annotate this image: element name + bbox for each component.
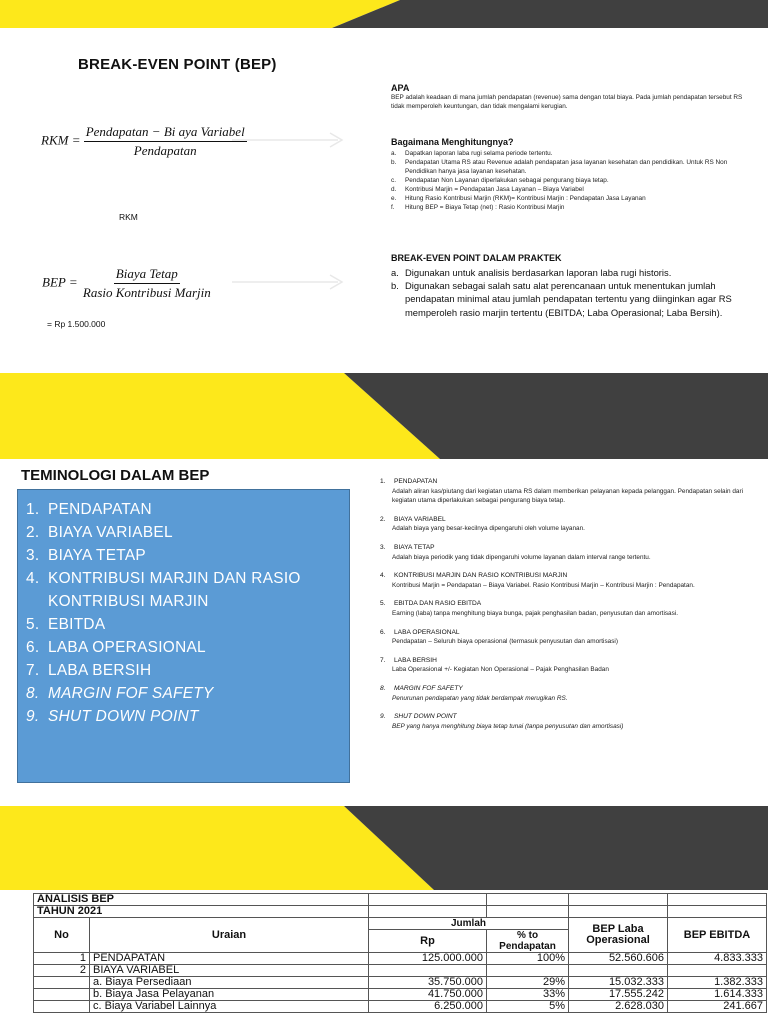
bep-formula	[42, 266, 213, 301]
list-item: 4. KONTRIBUSI MARJIN DAN RASIO KONTRIBUSI MARJIN	[26, 570, 301, 610]
howto-heading: Bagaimana Menghitungnya?	[391, 137, 514, 147]
definition-item: 7. LABA BERSIH Laba Operasional +/- Kegiatan Non Operasional – Pajak Penghasilan Badan	[380, 656, 609, 674]
table-row: a. Biaya Persediaan 35.750.000 29% 15.032.333 1.382.333	[34, 977, 767, 989]
definition-item: 6. LABA OPERASIONAL Pendapatan – Seluruh biaya operasional (termasuk penyusutan dan amortisasi)	[380, 628, 618, 646]
apa-section	[391, 83, 755, 111]
list-item: d. Kontribusi Marjin = Pendapatan Jasa Layanan – Biaya Variabel	[391, 186, 584, 193]
header-bep-laba: BEP Laba Operasional	[569, 918, 668, 953]
list-item: e. Hitung Rasio Kontribusi Marjin (RKM)= Kontribusi Marjin : Pendapatan Jasa Layanan	[391, 195, 646, 202]
table-row: b. Biaya Jasa Pelayanan 41.750.000 33% 17.555.242 1.614.333	[34, 989, 767, 1001]
header-jumlah: Jumlah	[369, 918, 569, 930]
howto-section	[391, 137, 755, 212]
rkm-numerator: Pendapatan − Bi aya Variabel	[84, 124, 247, 142]
howto-list	[391, 149, 755, 212]
definition-item: 3. BIAYA TETAP Adalah biaya periodik yang tidak dipengaruhi volume layanan dalam interval range tertentu.	[380, 543, 651, 561]
slide1-top-banner	[0, 0, 768, 28]
rkm-denominator: Pendapatan	[133, 143, 197, 158]
bep-result: = Rp 1.500.000	[47, 319, 106, 329]
slide2-title: TEMINOLOGI DALAM BEP	[21, 467, 210, 484]
apa-heading: APA	[391, 83, 410, 93]
header-no: No	[34, 918, 90, 953]
bep-denominator: Rasio Kontribusi Marjin	[82, 285, 211, 300]
definition-item: 1. PENDAPATAN Adalah aliran kas/piutang dari kegiatan utama RS dalam memberikan pelayanan kepada pelanggan. Pendapatan selain dari kegiatan utama diperlakukan sebagai pengurang biaya tetap.	[380, 478, 744, 505]
banner-shapes	[0, 0, 768, 28]
praktek-list	[391, 266, 755, 319]
list-item: 3. BIAYA TETAP	[26, 547, 146, 564]
definition-item: 5. EBITDA DAN RASIO EBITDA Earning (laba) tanpa menghitung biaya bunga, pajak penghasilan badan, penyusutan dan amortisasi.	[380, 600, 679, 617]
list-item: 9. SHUT DOWN POINT	[26, 708, 199, 725]
definition-item: 2. BIAYA VARIABEL Adalah biaya yang besar-kecilnya dipengaruhi oleh volume layanan.	[380, 515, 585, 533]
slide-title: BREAK-EVEN POINT (BEP)	[78, 56, 277, 73]
list-item: 8. MARGIN FOF SAFETY	[26, 685, 214, 702]
table-row: c. Biaya Variabel Lainnya 6.250.000 5% 2.628.030 241.667	[34, 1001, 767, 1013]
banner-shapes	[0, 373, 768, 459]
list-item: b. Digunakan sebagai salah satu alat perencanaan untuk menentukan jumlah pendapatan minimal atau jumlah pendapatan tertentu yang diinginkan agar RS memperoleh rasio marjin tertentu (EBITDA; Laba Operasional; Laba Bersih).	[391, 280, 732, 318]
arrow-right-icon	[230, 130, 350, 150]
list-item: b. Pendapatan Utama RS atau Revenue adalah pendapatan jasa layanan kesehatan dan pendidikan. Untuk RS Non Pendidikan hanya jasa layanan kesehatan.	[391, 159, 728, 175]
list-item: 2. BIAYA VARIABEL	[26, 524, 173, 541]
table-header-row	[34, 918, 767, 930]
praktek-section	[391, 253, 755, 319]
arrow-right-icon	[230, 272, 350, 292]
slide3-banner	[0, 806, 768, 890]
list-item: a. Dapatkan laporan laba rugi selama periode tertentu.	[391, 150, 553, 157]
list-item: c. Pendapatan Non Layanan diperlakukan sebagai pengurang biaya tetap.	[391, 177, 609, 184]
bep-analysis-table	[33, 893, 767, 1013]
list-item: a. Digunakan untuk analisis berdasarkan laporan laba rugi historis.	[391, 267, 672, 278]
table-row: 2 BIAYA VARIABEL	[34, 965, 767, 977]
bep-numerator: Biaya Tetap	[114, 266, 180, 284]
header-bep-ebitda: BEP EBITDA	[668, 918, 767, 953]
banner-shapes	[0, 806, 768, 890]
list-item: 1. PENDAPATAN	[26, 501, 152, 518]
apa-text: BEP adalah keadaan di mana jumlah pendapatan (revenue) sama dengan total biaya. Pada jumlah pendapatan tersebut RS tidak memperoleh keuntungan, dan tidak mengalami kerugian.	[391, 94, 743, 110]
header-rp: Rp	[369, 930, 487, 953]
definition-item: 9. SHUT DOWN POINT BEP yang hanya menghitung biaya tetap tunai (tanpa penyusutan dan amortisasi)	[380, 713, 624, 730]
table-row: 1 PENDAPATAN 125.000.000 100% 52.560.606 4.833.333	[34, 953, 767, 965]
table-title: ANALISIS BEP	[34, 894, 369, 906]
table-subtitle: TAHUN 2021	[34, 906, 369, 918]
terminology-box	[17, 489, 350, 783]
definitions-list	[380, 477, 752, 740]
header-pct: % to Pendapatan	[487, 930, 569, 953]
list-item: f. Hitung BEP = Biaya Tetap (net) : Rasio Kontribusi Marjin	[391, 204, 565, 211]
table-title-row	[34, 906, 767, 918]
slide2-banner	[0, 373, 768, 459]
list-item: 7. LABA BERSIH	[26, 662, 152, 679]
bep-formula-lhs: BEP =	[42, 274, 78, 290]
definition-item: 8. MARGIN FOF SAFETY Penurunan pendapatan yang tidak berdampak merugikan RS.	[380, 684, 568, 702]
definition-item: 4. KONTRIBUSI MARJIN DAN RASIO KONTRIBUSI MARJIN Kontribusi Marjin = Pendapatan – Biaya Variabel. Rasio Kontribusi Marjin – Kontribusi Marjin : Pendapatan.	[380, 572, 695, 589]
table-title-row	[34, 894, 767, 906]
rkm-formula-lhs: RKM =	[41, 132, 81, 148]
praktek-heading: BREAK-EVEN POINT DALAM PRAKTEK	[391, 253, 562, 263]
rkm-label: RKM	[119, 212, 138, 222]
rkm-formula	[41, 124, 247, 159]
list-item: 6. LABA OPERASIONAL	[26, 639, 206, 656]
list-item: 5. EBITDA	[26, 616, 106, 633]
header-uraian: Uraian	[90, 918, 369, 953]
